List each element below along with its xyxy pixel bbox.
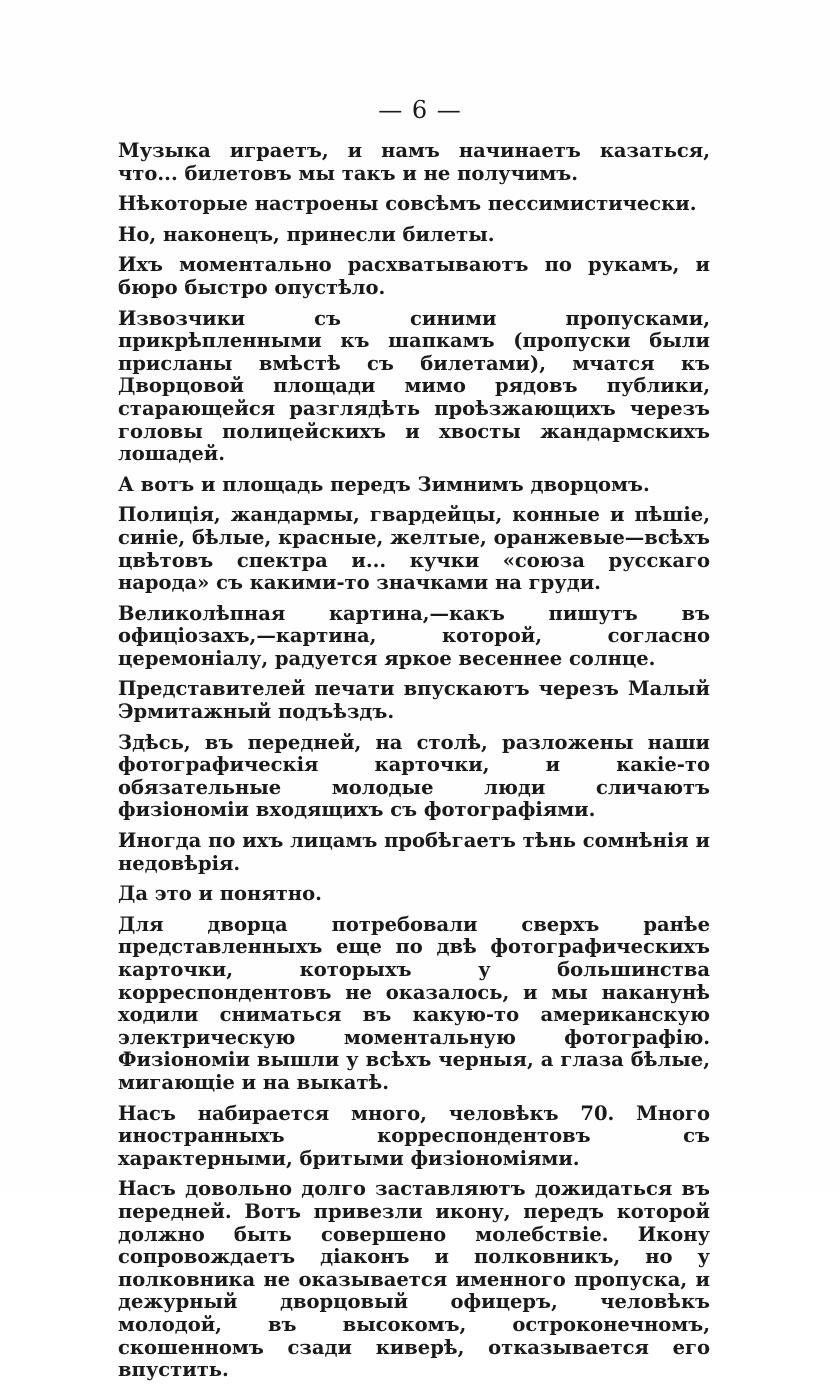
paragraph: Ихъ моментально расхватываютъ по рукамъ, и бюро быстро опустѣло. — [118, 253, 710, 299]
paragraph: Иногда по ихъ лицамъ пробѣгаетъ тѣнь сомнѣнія и недовѣрія. — [118, 829, 710, 875]
paragraph: Для дворца потребовали сверхъ ранѣе представленныхъ еще по двѣ фотографическихъ карточки, которыхъ у большинства корреспондентовъ не оказалось, и мы наканунѣ ходили сниматься въ какую-то американскую электрическую моментальную фотографію. Физіономіи вышли у всѣхъ черныя, а глаза бѣлые, мигающіе и на выкатѣ. — [118, 912, 710, 1094]
body-text — [118, 140, 710, 1390]
paragraph: Насъ довольно долго заставляютъ дожидаться въ передней. Вотъ привезли икону, передъ которой должно быть совершено молебствіе. Икону сопровождаетъ діаконъ и полковникъ, но у полковника не оказывается именного пропуска, и дежурный дворцовый офицеръ, человѣкъ молодой, въ высокомъ, остроконечномъ, скошенномъ сзади киверѣ, отказывается его впустить. — [118, 1177, 710, 1382]
paragraph: Насъ набирается много, человѣкъ 70. Много иностранныхъ корреспондентовъ съ характерными, бритыми физіономіями. — [118, 1101, 710, 1170]
paragraph: Музыка играетъ, и намъ начинаетъ казаться, что... билетовъ мы такъ и не получимъ. — [118, 139, 710, 185]
paragraph: Здѣсь, въ передней, на столѣ, разложены наши фотографическія карточки, и какіе-то обязательные молодые люди сличаютъ физіономіи входящихъ съ фотографіями. — [118, 730, 710, 822]
paragraph: А вотъ и площадь передъ Зимнимъ дворцомъ. — [118, 472, 650, 496]
paragraph: Великолѣпная картина,—какъ пишутъ въ офиціозахъ,—картина, которой, согласно церемоніалу, радуется яркое весеннее солнце. — [118, 601, 710, 670]
paragraph: Полиція, жандармы, гвардейцы, конные и пѣшіе, синіе, бѣлые, красные, желтые, оранжевые—всѣхъ цвѣтовъ спектра и... кучки «союза русскаго народа» съ какими-то значками на груди. — [118, 503, 710, 595]
paragraph: Извозчики съ синими пропусками, прикрѣпленными къ шапкамъ (пропуски были присланы вмѣстѣ съ билетами), мчатся къ Дворцовой площади мимо рядовъ публики, старающейся разглядѣть проѣзжающихъ черезъ головы полицейскихъ и хвосты жандармскихъ лошадей. — [118, 306, 710, 466]
paragraph: Но, наконецъ, принесли билеты. — [118, 222, 495, 246]
paragraph: Представителей печати впускаютъ черезъ Малый Эрмитажный подъѣздъ. — [118, 677, 710, 724]
paragraph: Да это и понятно. — [118, 882, 322, 906]
page-number: — 6 — — [378, 96, 462, 124]
paragraph: Нѣкоторые настроены совсѣмъ пессимистически. — [118, 192, 697, 216]
